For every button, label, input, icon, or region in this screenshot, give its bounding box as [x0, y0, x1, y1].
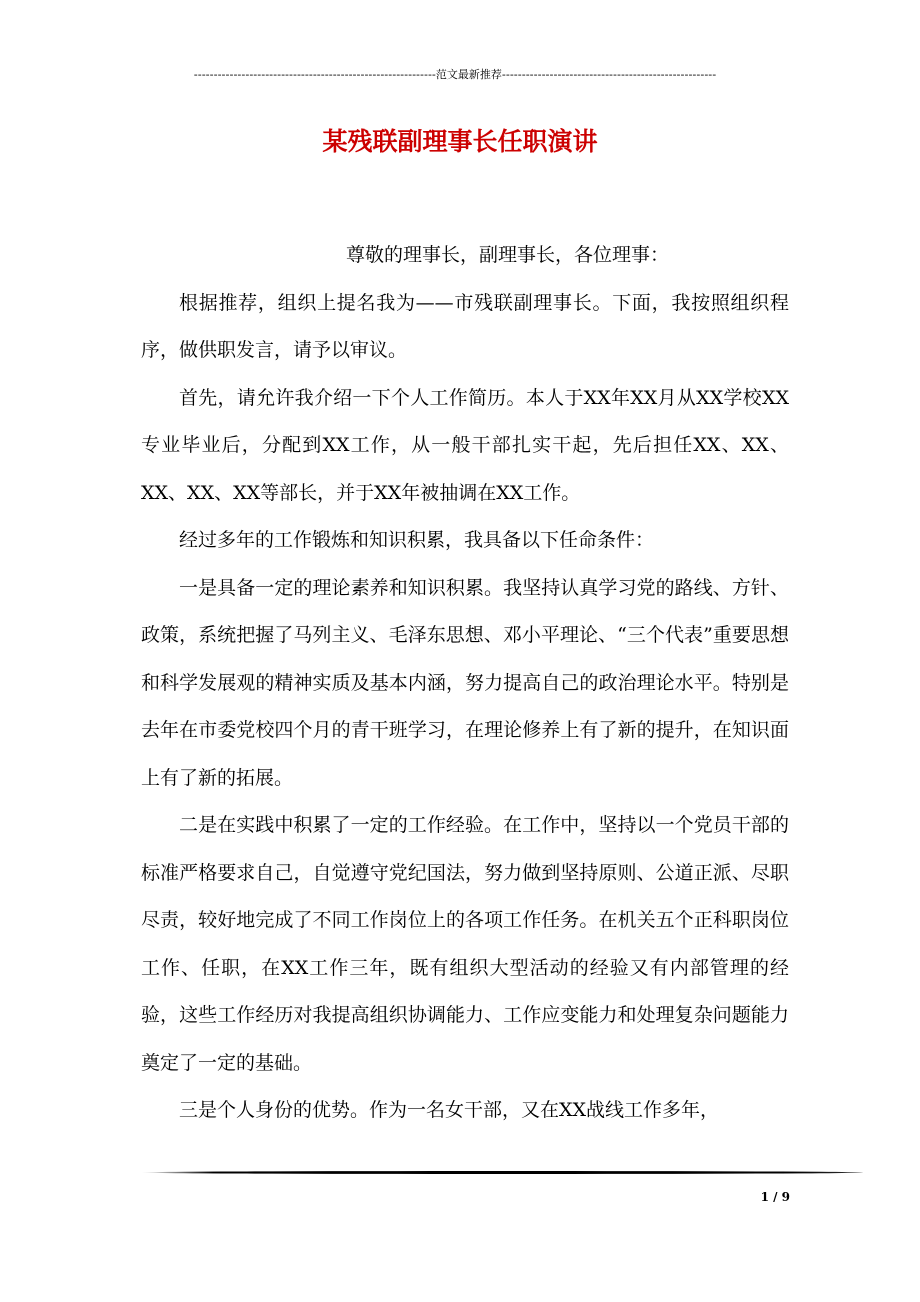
- page-number: 1 / 9: [760, 1190, 790, 1204]
- page-header: -------------------------------------------------------------范文最新推荐------------------------------------------------------: [193, 68, 717, 81]
- footer-divider: [141, 1171, 863, 1174]
- paragraph: 三是个人身份的优势。作为一名女干部，又在XX战线工作多年，: [179, 1099, 720, 1121]
- paragraph: 经过多年的工作锻炼和知识积累，我具备以下任命条件：: [179, 529, 655, 551]
- document-title: 某残联副理事长任职演讲: [322, 127, 598, 156]
- paragraph: 一是具备一定的理论素养和知识积累。我坚持认真学习党的路线、方针、政策，系统把握了马列主义、毛泽东思想、邓小平理论、“三个代表”重要思想和科学发展观的精神实质及基本内涵，努力提高自己的政治理论水平。特别是去年在市委党校四个月的青干班学习，在理论修养上有了新的提升，在知识面上有了新的拓展。: [141, 576, 789, 789]
- paragraph: 首先，请允许我介绍一下个人工作简历。本人于XX年XX月从XX学校XX专业毕业后，分配到XX工作，从一般干部扎实干起，先后担任XX、XX、XX、XX、XX等部长，并于XX年被抽调在XX工作。: [141, 386, 789, 504]
- salutation: 尊敬的理事长，副理事长，各位理事：: [346, 244, 670, 266]
- document-body: [141, 232, 789, 1135]
- paragraph: 根据推荐，组织上提名我为——市残联副理事长。下面，我按照组织程序，做供职发言，请予以审议。: [141, 291, 789, 361]
- paragraph: 二是在实践中积累了一定的工作经验。在工作中，坚持以一个党员干部的标准严格要求自己，自觉遵守党纪国法，努力做到坚持原则、公道正派、尽职尽责，较好地完成了不同工作岗位上的各项工作任务。在机关五个正科职岗位工作、任职，在XX工作三年，既有组织大型活动的经验又有内部管理的经验，这些工作经历对我提高组织协调能力、工作应变能力和处理复杂问题能力奠定了一定的基础。: [141, 814, 789, 1074]
